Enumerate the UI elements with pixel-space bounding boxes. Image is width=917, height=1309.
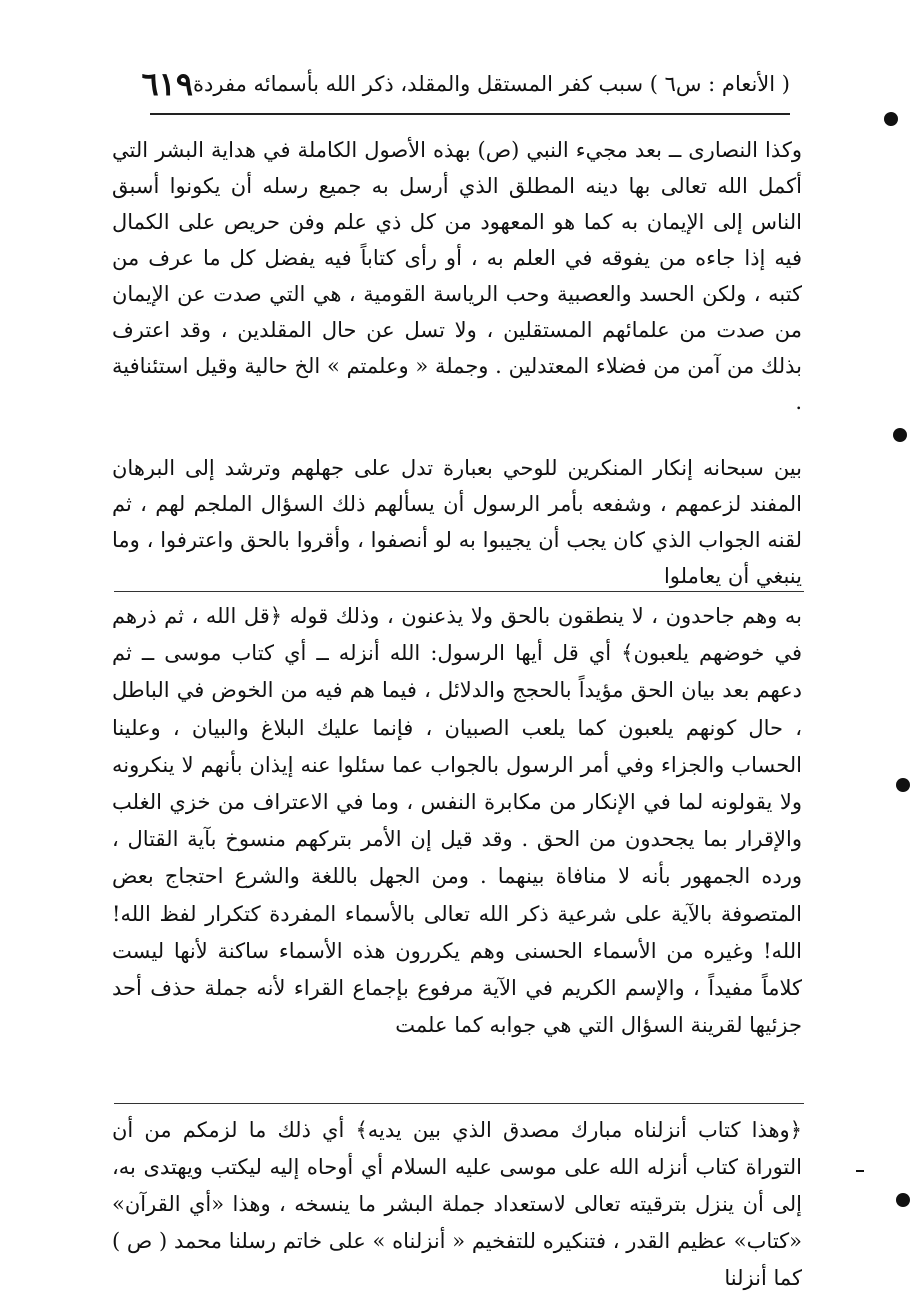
- binding-hole-mark: [884, 112, 898, 126]
- paragraph-3: به وهم جاحدون ، لا ينطقون بالحق ولا يذعنون ، وذلك قوله ﴿قل الله ، ثم ذرهم في خوضهم يلعبون﴾ أي قل أيها الرسول: الله أنزله ــ أي كتاب موسى ــ ثم دعهم بعد بيان الحق مؤيداً بالحجج والدلائل ، فيما هم فيه من الخوض في الباطل ، حال كونهم يلعبون كما يلعب الصبيان ، فإنما عليك البلاغ والبيان ، وعلينا الحساب والجزاء وفي أمر الرسول بالجواب عما سئلوا عنه إيذان بأنهم لا ينكرونه ولا يقولونه لما في الإنكار من مكابرة النفس ، وما في الاعتراف من خزي الغلب والإقرار بما يجحدون من الحق . وقد قيل إن الأمر بتركهم منسوخ بآية القتال ، ورده الجمهور بأنه لا منافاة بينهما . ومن الجهل باللغة والشرع احتجاج بعض المتصوفة بالآية على شرعية ذكر الله تعالى بالأسماء المفردة كتكرار لفظ الله! الله! وغيره من الأسماء الحسنى وهم يكررون هذه الأسماء ساكنة لأنها ليست كلاماً مفيداً ، والإسم الكريم في الآية مرفوع بإجماع القراء لأنه جملة حذف أحد جزئيها لقرينة السؤال التي هي جوابه كما علمت: [112, 604, 803, 1038]
- paragraph-1: وكذا النصارى ــ بعد مجيء النبي (ص) بهذه الأصول الكاملة في هداية البشر التي أكمل الله تعالى بها دينه المطلق الذي أرسل به جميع رسله أن يكونوا أسبق الناس إلى الإيمان به كما هو المعهود من كل ذي علم وفن حريص على الكمال فيه إذا جاءه من يفوقه في العلم به ، أو رأى كتاباً فيه يفضل كل ما عرف من كتبه ، ولكن الحسد والعصبية وحب الرياسة القومية ، هي التي صدت عن الإيمان من صدت من علمائهم المستقلين ، ولا تسل عن حال المقلدين ، وقد اعترف بذلك من آمن من فضلاء المعتدلين . وجملة « وعلمتم » الخ حالية وقيل استئنافية .: [112, 138, 802, 414]
- margin-mark: [856, 1170, 864, 1172]
- page-header: [141, 62, 790, 106]
- paragraph-2: بين سبحانه إنكار المنكرين للوحي بعبارة تدل على جهلهم وترشد إلى البرهان المفند لزعمهم ، وشفعه بأمر الرسول أن يسألهم ذلك السؤال الملجم لهم ، ثم لقنه الجواب الذي كان يجب أن يجيبوا به لو أنصفوا ، وأقروا بالحق واعترفوا ، وما ينبغي أن يعاملوا: [112, 456, 802, 588]
- page-number: ٦١٩: [141, 65, 194, 103]
- paragraph-4: ﴿وهذا كتاب أنزلناه مبارك مصدق الذي بين يديه﴾ أي ذلك ما لزمكم من أن التوراة كتاب أنزله الله على موسى عليه السلام أي أوحاه إليه ليكتب ويهتدى به، إلى أن ينزل بترقيته تعالى لاستعداد جملة البشر ما ينسخه ، وهذا «أي القرآن» «كتاب» عظيم القدر ، فتنكيره للتفخيم « أنزلناه » على خاتم رسلنا محمد ( ص ) كما أنزلنا: [112, 1118, 802, 1290]
- binding-hole-mark: [896, 778, 910, 792]
- section-rule: [114, 591, 804, 592]
- header-title: ( الأنعام : س٦ ) سبب كفر المستقل والمقلد، ذكر الله بأسمائه مفردة: [193, 72, 790, 96]
- binding-hole-mark: [896, 1193, 910, 1207]
- binding-hole-mark: [893, 428, 907, 442]
- section-rule-2: [114, 1103, 804, 1104]
- header-rule: [150, 113, 790, 115]
